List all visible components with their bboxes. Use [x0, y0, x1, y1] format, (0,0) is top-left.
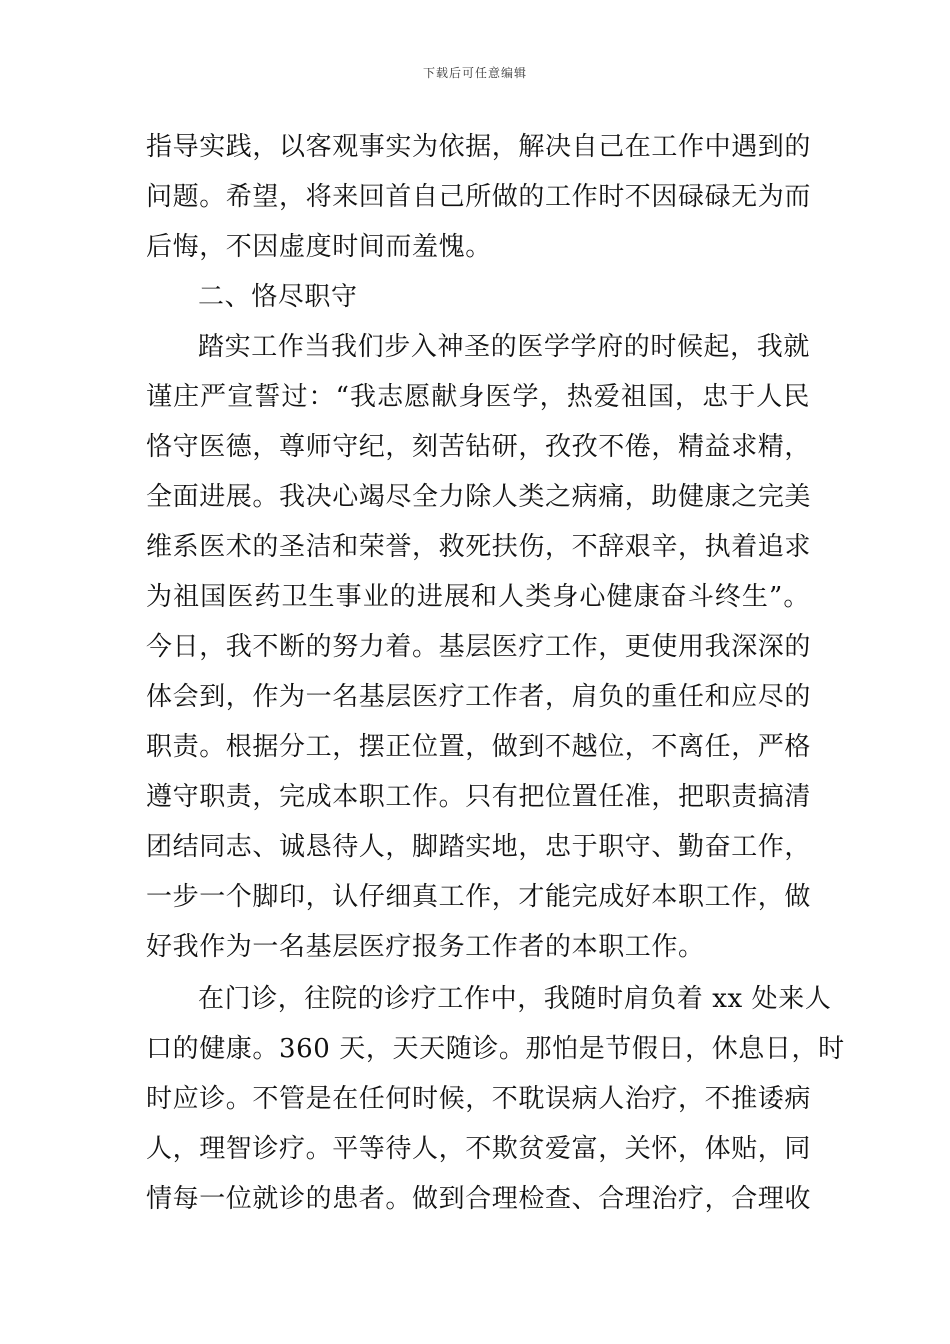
body-line: 在门诊，往院的诊疗工作中，我随时肩负着 xx 处来人	[198, 984, 832, 1014]
body-line: 全面进展。我决心竭尽全力除人类之病痛，助健康之完美	[146, 482, 812, 512]
body-line: 谨庄严宣誓过：“我志愿献身医学，热爱祖国，忠于人民	[146, 382, 810, 412]
body-line: 遵守职责，完成本职工作。只有把位置任准，把职责搞清	[146, 782, 812, 812]
body-line: 口的健康。360 天，天天随诊。那怕是节假日，休息日，时	[146, 1034, 845, 1064]
body-line: 情每一位就诊的患者。做到合理检查、合理治疗，合理收	[146, 1184, 812, 1214]
body-line: 职责。根据分工，摆正位置，做到不越位，不离任，严格	[146, 732, 812, 762]
body-line: 维系医术的圣洁和荣誉，救死扶伤，不辞艰辛，执着追求	[146, 532, 812, 562]
body-line: 团结同志、诚恳待人，脚踏实地，忠于职守、勤奋工作，	[146, 832, 812, 862]
body-line: 好我作为一名基层医疗报务工作者的本职工作。	[146, 932, 705, 962]
body-line: 人，理智诊疗。平等待人，不欺贫爱富，关怀，体贴，同	[146, 1134, 812, 1164]
body-line: 踏实工作当我们步入神圣的医学学府的时候起，我就	[198, 332, 810, 362]
body-line: 一步一个脚印，认仔细真工作，才能完成好本职工作，做	[146, 882, 812, 912]
section-heading: 二、恪尽职守	[198, 282, 358, 312]
body-line: 问题。希望，将来回首自己所做的工作时不因碌碌无为而	[146, 182, 812, 212]
page-header: 下载后可任意编辑	[422, 66, 527, 80]
body-line: 今日，我不断的努力着。基层医疗工作，更使用我深深的	[146, 632, 812, 662]
body-line: 体会到，作为一名基层医疗工作者，肩负的重任和应尽的	[146, 682, 812, 712]
body-line: 时应诊。不管是在任何时候，不耽误病人治疗，不推诿病	[146, 1084, 812, 1114]
document-body	[146, 122, 845, 1224]
body-line: 为祖国医药卫生事业的进展和人类身心健康奋斗终生”。	[146, 582, 810, 612]
body-line: 恪守医德，尊师守纪，刻苦钻研，孜孜不倦，精益求精，	[146, 432, 812, 462]
body-line: 指导实践，以客观事实为依据，解决自己在工作中遇到的	[146, 132, 812, 162]
body-line: 后悔，不因虚度时间而羞愧。	[146, 232, 492, 262]
